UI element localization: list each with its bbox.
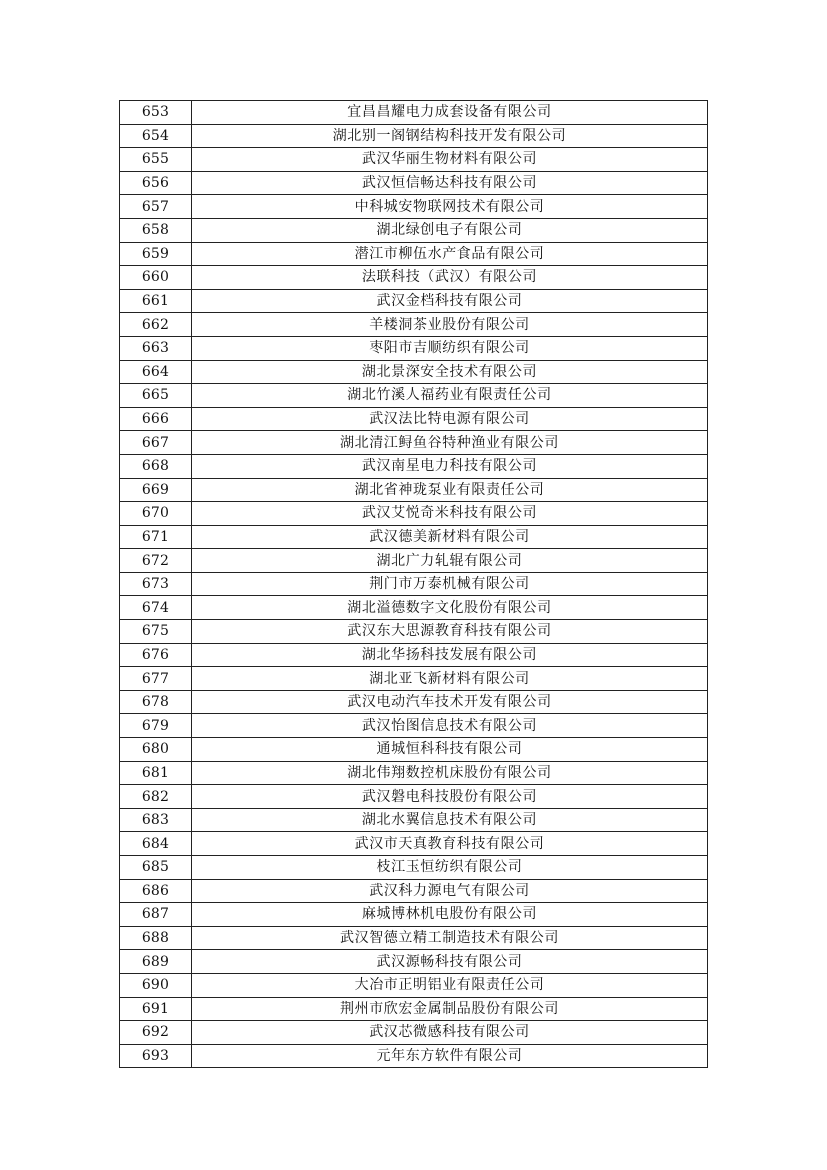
company-list-body — [120, 101, 708, 1068]
company-name: 荆州市欣宏金属制品股份有限公司 — [192, 997, 708, 1021]
table-row — [120, 973, 708, 997]
row-number: 674 — [120, 596, 192, 620]
company-name: 湖北景深安全技术有限公司 — [192, 360, 708, 384]
table-row — [120, 879, 708, 903]
row-number: 663 — [120, 336, 192, 360]
company-name: 湖北亚飞新材料有限公司 — [192, 667, 708, 691]
company-list-table — [119, 100, 708, 1068]
row-number: 669 — [120, 478, 192, 502]
row-number: 690 — [120, 973, 192, 997]
table-row — [120, 431, 708, 455]
row-number: 657 — [120, 195, 192, 219]
company-name: 枣阳市吉顺纺织有限公司 — [192, 336, 708, 360]
table-row — [120, 384, 708, 408]
company-name: 湖北溢德数字文化股份有限公司 — [192, 596, 708, 620]
row-number: 678 — [120, 690, 192, 714]
table-row — [120, 903, 708, 927]
company-name: 武汉智德立精工制造技术有限公司 — [192, 926, 708, 950]
table-row — [120, 525, 708, 549]
row-number: 667 — [120, 431, 192, 455]
row-number: 668 — [120, 454, 192, 478]
table-row — [120, 195, 708, 219]
table-row — [120, 856, 708, 880]
row-number: 673 — [120, 572, 192, 596]
company-name: 武汉市天真教育科技有限公司 — [192, 832, 708, 856]
row-number: 672 — [120, 549, 192, 573]
row-number: 660 — [120, 266, 192, 290]
company-name: 武汉艾悦奇米科技有限公司 — [192, 502, 708, 526]
company-name: 枝江玉恒纺织有限公司 — [192, 856, 708, 880]
company-name: 湖北别一阁钢结构科技开发有限公司 — [192, 124, 708, 148]
table-row — [120, 738, 708, 762]
company-name: 宜昌昌耀电力成套设备有限公司 — [192, 101, 708, 125]
table-row — [120, 572, 708, 596]
table-row — [120, 549, 708, 573]
row-number: 665 — [120, 384, 192, 408]
row-number: 680 — [120, 738, 192, 762]
row-number: 653 — [120, 101, 192, 125]
company-name: 武汉南星电力科技有限公司 — [192, 454, 708, 478]
company-name: 武汉源畅科技有限公司 — [192, 950, 708, 974]
row-number: 679 — [120, 714, 192, 738]
company-name: 湖北广力轧辊有限公司 — [192, 549, 708, 573]
table-row — [120, 1021, 708, 1045]
table-row — [120, 360, 708, 384]
table-row — [120, 289, 708, 313]
table-row — [120, 148, 708, 172]
company-name: 武汉电动汽车技术开发有限公司 — [192, 690, 708, 714]
table-row — [120, 808, 708, 832]
company-name: 湖北清江鲟鱼谷特种渔业有限公司 — [192, 431, 708, 455]
company-name: 武汉磐电科技股份有限公司 — [192, 785, 708, 809]
company-name: 武汉恒信畅达科技有限公司 — [192, 171, 708, 195]
row-number: 659 — [120, 242, 192, 266]
company-name: 法联科技（武汉）有限公司 — [192, 266, 708, 290]
row-number: 676 — [120, 643, 192, 667]
table-row — [120, 620, 708, 644]
table-row — [120, 690, 708, 714]
row-number: 684 — [120, 832, 192, 856]
company-name: 武汉怡图信息技术有限公司 — [192, 714, 708, 738]
table-row — [120, 171, 708, 195]
company-name: 大冶市正明铝业有限责任公司 — [192, 973, 708, 997]
row-number: 670 — [120, 502, 192, 526]
company-name: 荆门市万泰机械有限公司 — [192, 572, 708, 596]
row-number: 687 — [120, 903, 192, 927]
table-row — [120, 997, 708, 1021]
row-number: 685 — [120, 856, 192, 880]
company-name: 湖北伟翔数控机床股份有限公司 — [192, 761, 708, 785]
company-name: 潜江市柳伍水产食品有限公司 — [192, 242, 708, 266]
table-row — [120, 950, 708, 974]
row-number: 692 — [120, 1021, 192, 1045]
row-number: 675 — [120, 620, 192, 644]
table-row — [120, 336, 708, 360]
table-row — [120, 407, 708, 431]
table-row — [120, 714, 708, 738]
table-row — [120, 832, 708, 856]
table-row — [120, 313, 708, 337]
row-number: 689 — [120, 950, 192, 974]
row-number: 688 — [120, 926, 192, 950]
row-number: 677 — [120, 667, 192, 691]
company-name: 元年东方软件有限公司 — [192, 1044, 708, 1068]
company-name: 通城恒科科技有限公司 — [192, 738, 708, 762]
company-name: 武汉法比特电源有限公司 — [192, 407, 708, 431]
company-name: 羊楼洞茶业股份有限公司 — [192, 313, 708, 337]
row-number: 655 — [120, 148, 192, 172]
table-row — [120, 478, 708, 502]
company-name: 武汉芯微感科技有限公司 — [192, 1021, 708, 1045]
table-row — [120, 667, 708, 691]
row-number: 662 — [120, 313, 192, 337]
table-row — [120, 101, 708, 125]
row-number: 683 — [120, 808, 192, 832]
row-number: 682 — [120, 785, 192, 809]
table-row — [120, 502, 708, 526]
row-number: 681 — [120, 761, 192, 785]
row-number: 664 — [120, 360, 192, 384]
table-row — [120, 761, 708, 785]
row-number: 654 — [120, 124, 192, 148]
company-name: 武汉德美新材料有限公司 — [192, 525, 708, 549]
company-name: 湖北水翼信息技术有限公司 — [192, 808, 708, 832]
table-row — [120, 242, 708, 266]
company-name: 中科城安物联网技术有限公司 — [192, 195, 708, 219]
table-row — [120, 266, 708, 290]
company-name: 武汉华丽生物材料有限公司 — [192, 148, 708, 172]
table-row — [120, 926, 708, 950]
table-row — [120, 1044, 708, 1068]
row-number: 658 — [120, 218, 192, 242]
row-number: 666 — [120, 407, 192, 431]
row-number: 661 — [120, 289, 192, 313]
table-row — [120, 643, 708, 667]
table-row — [120, 785, 708, 809]
company-name: 麻城博林机电股份有限公司 — [192, 903, 708, 927]
company-name: 武汉东大思源教育科技有限公司 — [192, 620, 708, 644]
company-name: 湖北竹溪人福药业有限责任公司 — [192, 384, 708, 408]
company-name: 武汉科力源电气有限公司 — [192, 879, 708, 903]
company-name: 湖北华扬科技发展有限公司 — [192, 643, 708, 667]
row-number: 691 — [120, 997, 192, 1021]
company-name: 武汉金档科技有限公司 — [192, 289, 708, 313]
row-number: 693 — [120, 1044, 192, 1068]
row-number: 686 — [120, 879, 192, 903]
row-number: 671 — [120, 525, 192, 549]
company-name: 湖北绿创电子有限公司 — [192, 218, 708, 242]
table-row — [120, 218, 708, 242]
table-row — [120, 596, 708, 620]
row-number: 656 — [120, 171, 192, 195]
company-name: 湖北省神珑泵业有限责任公司 — [192, 478, 708, 502]
table-row — [120, 124, 708, 148]
table-row — [120, 454, 708, 478]
